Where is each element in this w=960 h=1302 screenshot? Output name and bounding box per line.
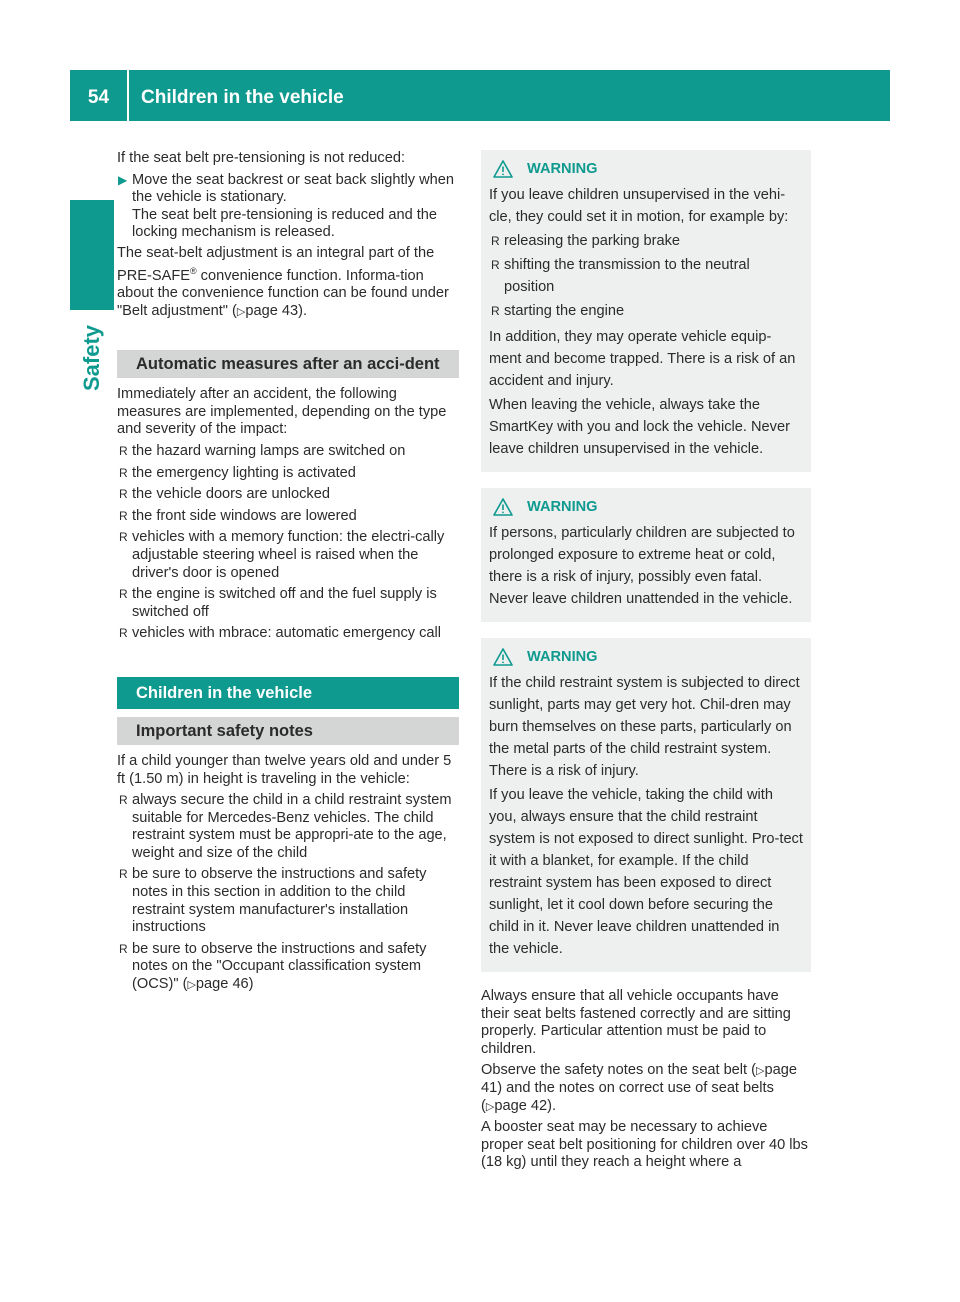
page-link[interactable]: page 43).	[245, 302, 308, 319]
list-item: R the vehicle doors are unlocked	[119, 486, 330, 503]
belt-adjustment-paragraph: The seat-belt adjustment is an integral part of the PRE-SAFE® convenience function. Informa-tion about the convenience function can be found under "Belt adjustment" (▷page 43).	[117, 244, 449, 319]
safety-list	[117, 792, 459, 994]
list-item: R releasing the parking brake	[489, 230, 803, 252]
warning-text: If persons, particularly children are subjected to prolonged exposure to extreme heat or cold, there is a risk of injury, possibly even fatal. Never leave children unattended in the vehicle.	[489, 525, 795, 607]
body-paragraph: Always ensure that all vehicle occupants have their seat belts fastened correctly and are sitting properly. Particular attention must be paid to children.	[481, 988, 791, 1057]
section-heading-children: Children in the vehicle	[117, 677, 459, 709]
list-item: R vehicles with a memory function: the electri-cally adjustable steering wheel is raised when the driver's door is opened	[119, 529, 445, 581]
bullet-icon: R	[491, 234, 500, 248]
header-divider	[127, 70, 129, 121]
step-text: Move the seat backrest or seat back slightly when the vehicle is stationary.	[132, 171, 455, 206]
warning-text: When leaving the vehicle, always take the SmartKey with you and lock the vehicle. Never leave children unsupervised in the vehicle.	[489, 397, 790, 457]
page-number: 54	[87, 86, 110, 108]
page-reference-icon: ▷	[187, 978, 196, 992]
warning-list	[489, 230, 803, 322]
bullet-icon: R	[119, 626, 128, 641]
bullet-icon: R	[119, 465, 128, 480]
list-item: R be sure to observe the instructions and safety notes in this section in addition to the child restraint system manufacturer's installation instructions	[119, 866, 427, 936]
page-reference-icon: ▷	[236, 304, 246, 318]
warning-text: If the child restraint system is subjected to direct sunlight, parts may get very hot. Chil-dren may burn themselves on these parts, particularly on the metal parts of the child restraint system. There is a risk of injury.	[489, 675, 800, 779]
warning-title: WARNING	[489, 646, 803, 668]
warning-triangle-icon	[493, 648, 513, 666]
list-item: R starting the engine	[489, 300, 803, 322]
section-label: Safety	[79, 324, 104, 392]
warning-title: WARNING	[489, 158, 803, 180]
warning-text: In addition, they may operate vehicle equip-ment and become trapped. There is a risk of an accident and injury.	[489, 329, 796, 389]
instruction-step	[117, 172, 459, 242]
list-item: R the hazard warning lamps are switched on	[119, 442, 406, 459]
arrow-right-icon: ▶	[118, 172, 128, 187]
page-title: Children in the vehicle	[141, 86, 344, 108]
warning-box-sunlight	[481, 638, 811, 972]
warning-text: If you leave the vehicle, taking the child with you, always ensure that the child restraint system is not exposed to direct sunlight. Pro-tect it with a blanket, for example. If the child restraint system has been exposed to direct sunlight, let it cool down before securing the child in it. Never leave children unattended in the vehicle.	[489, 787, 803, 957]
section-heading-safety-notes: Important safety notes	[117, 717, 459, 745]
list-item: R always secure the child in a child restraint system suitable for Mercedes-Benz vehicles. The child restraint system must be appropri-ate to the age, weight and size of the child	[119, 792, 452, 861]
left-column	[117, 150, 459, 998]
page-reference-icon: ▷	[756, 1064, 765, 1078]
body-paragraph: A booster seat may be necessary to achieve proper seat belt positioning for children over 40 lbs (18 kg) until they reach a height where a	[481, 1119, 808, 1171]
list-item: R the emergency lighting is activated	[119, 464, 356, 481]
safety-intro: If a child younger than twelve years old and under 5 ft (1.50 m) in height is traveling in the vehicle:	[117, 752, 452, 787]
warning-triangle-icon	[493, 160, 513, 178]
warning-text: If you leave children unsupervised in the vehi-cle, they could set it in motion, for example by:	[489, 187, 789, 225]
section-tab	[70, 200, 114, 310]
bullet-icon: R	[119, 508, 128, 523]
bullet-icon: R	[119, 793, 128, 808]
bullet-icon: R	[119, 530, 128, 545]
warning-box-unsupervised	[481, 150, 811, 472]
section-heading-automatic-measures: Automatic measures after an acci-dent	[117, 350, 459, 378]
step-result: The seat belt pre-tensioning is reduced and the locking mechanism is released.	[132, 206, 438, 241]
list-item: R be sure to observe the instructions and safety notes on the "Occupant classification system (OCS)" (▷page 46)	[119, 940, 427, 993]
bullet-icon: R	[491, 304, 500, 318]
list-item: R shifting the transmission to the neutral position	[489, 254, 803, 298]
bullet-icon: R	[491, 258, 500, 272]
list-item: R the front side windows are lowered	[119, 507, 357, 524]
auto-measures-list	[117, 443, 459, 643]
warning-title: WARNING	[489, 496, 803, 518]
intro-text: If the seat belt pre-tensioning is not reduced:	[117, 150, 405, 166]
bullet-icon: R	[119, 941, 128, 956]
list-item: R vehicles with mbrace: automatic emergency call	[119, 625, 442, 642]
list-item: R the engine is switched off and the fuel supply is switched off	[119, 586, 437, 620]
warning-box-heat	[481, 488, 811, 622]
page-link[interactable]: page 42).	[494, 1097, 557, 1114]
bullet-icon: R	[119, 587, 128, 602]
bullet-icon: R	[119, 867, 128, 882]
right-column	[481, 150, 811, 1176]
page-link[interactable]: page 41) and the notes on correct use of seat belts (	[481, 1062, 797, 1114]
bullet-icon: R	[119, 487, 128, 502]
bullet-icon: R	[119, 443, 128, 458]
warning-triangle-icon	[493, 498, 513, 516]
page-reference-icon: ▷	[485, 1099, 495, 1113]
page-link[interactable]: page 46)	[195, 976, 254, 993]
auto-intro: Immediately after an accident, the following measures are implemented, depending on the type and severity of the impact:	[117, 386, 447, 438]
body-paragraph: Observe the safety notes on the seat belt (▷page 41) and the notes on correct use of seat belts (▷page 42).	[481, 1062, 797, 1114]
